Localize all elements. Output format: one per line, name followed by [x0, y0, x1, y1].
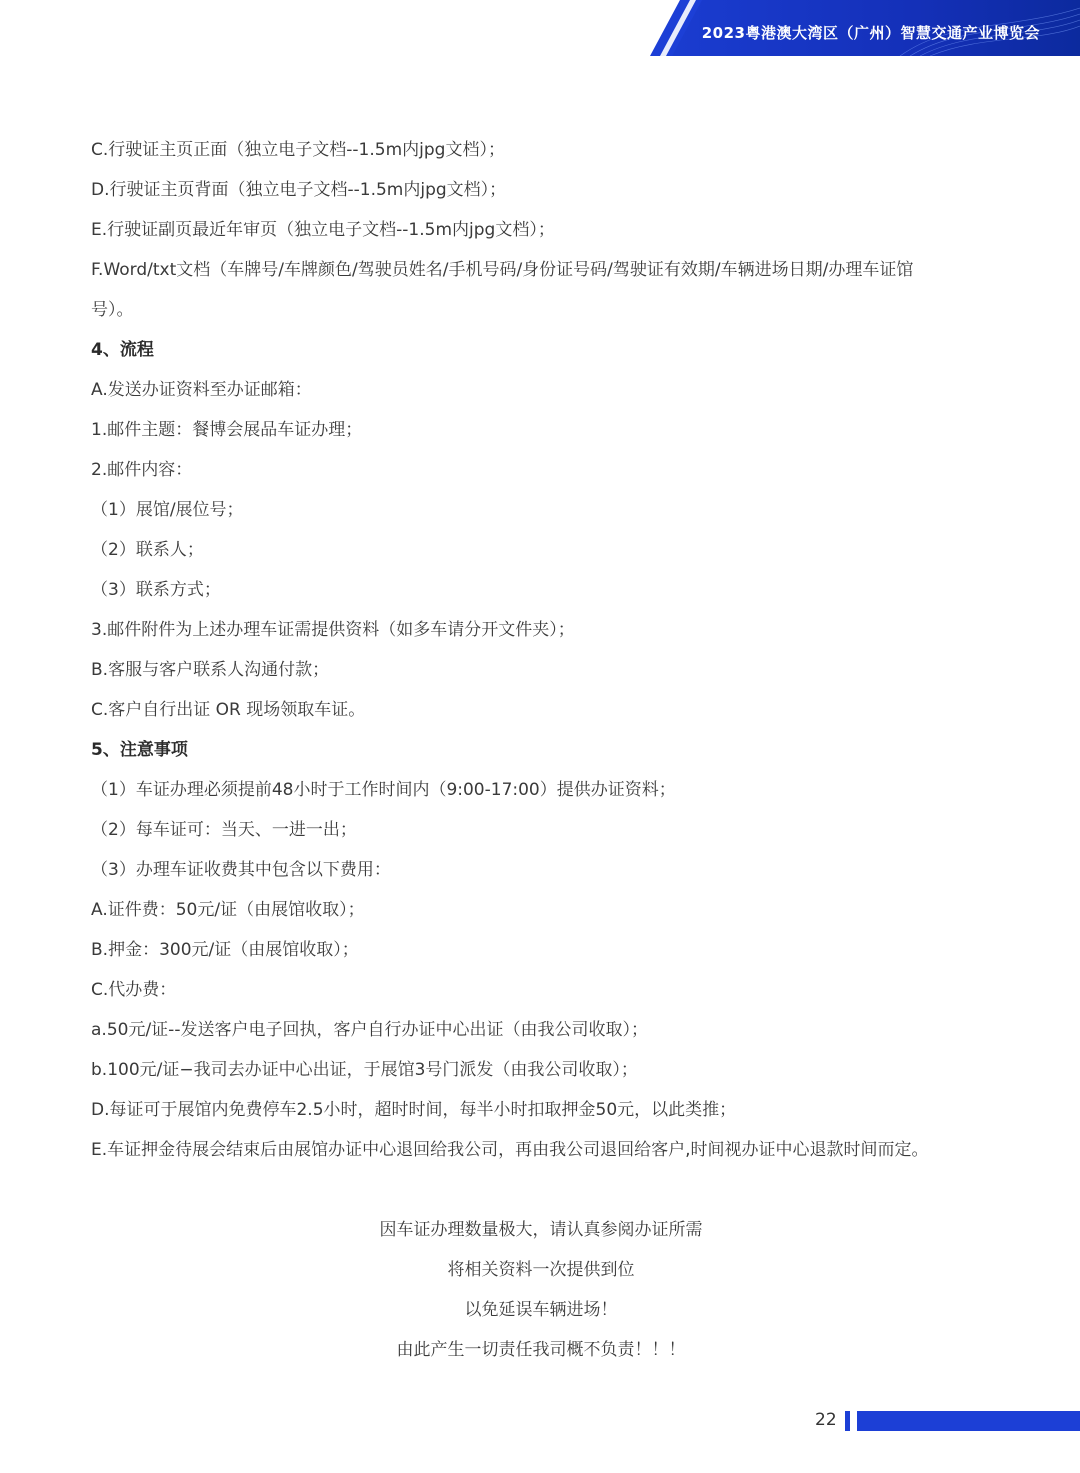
page-content: [91, 130, 1011, 1370]
text-line: 3.邮件附件为上述办理车证需提供资料（如多车请分开文件夹）；: [91, 620, 575, 640]
text-line: C.行驶证主页正面（独立电子文档--1.5m内jpg文档）；: [91, 140, 505, 160]
text-line: （1）展馆/展位号；: [91, 500, 244, 520]
text-line: D.行驶证主页背面（独立电子文档--1.5m内jpg文档）；: [91, 180, 507, 200]
notice-line: 以免延误车辆进场！: [464, 1300, 618, 1320]
text-line: b.100元/证−我司去办证中心出证，于展馆3号门派发（由我公司收取）；: [91, 1060, 638, 1080]
text-line: C.代办费：: [91, 980, 177, 1000]
notice-line: 由此产生一切责任我司概不负责！！！: [396, 1340, 686, 1360]
text-line: a.50元/证--发送客户电子回执，客户自行办证中心出证（由我公司收取）；: [91, 1020, 648, 1040]
footer-bar: [857, 1411, 1080, 1431]
text-line: （3）办理车证收费其中包含以下费用：: [91, 860, 391, 880]
text-line: A.证件费：50元/证（由展馆收取）；: [91, 900, 365, 920]
text-line: E.行驶证副页最近年审页（独立电子文档--1.5m内jpg文档）；: [91, 220, 555, 240]
text-line: C.客户自行出证 OR 现场领取车证。: [91, 700, 366, 720]
notice-line: 因车证办理数量极大，请认真参阅办证所需: [379, 1220, 703, 1240]
text-line: （2）联系人；: [91, 540, 204, 560]
header-banner: [650, 0, 1080, 56]
text-line: B.押金：300元/证（由展馆收取）；: [91, 940, 359, 960]
text-line: A.发送办证资料至办证邮箱：: [91, 380, 312, 400]
text-line: （3）联系方式；: [91, 580, 221, 600]
page-number: 22: [815, 1410, 837, 1430]
text-line: 号）。: [91, 300, 134, 320]
text-line: B.客服与客户联系人沟通付款；: [91, 660, 330, 680]
text-line: E.车证押金待展会结束后由展馆办证中心退回给我公司，再由我公司退回给客户,时间视办证中心退款时间而定。: [91, 1140, 929, 1160]
notice-line: 将相关资料一次提供到位: [447, 1260, 635, 1280]
spacer: [91, 1170, 1011, 1210]
exhibition-title: 2023粤港澳大湾区（广州）智慧交通产业博览会: [701, 24, 1040, 42]
text-line: （1）车证办理必须提前48小时于工作时间内（9:00-17:00）提供办证资料；: [91, 780, 676, 800]
text-line: D.每证可于展馆内免费停车2.5小时，超时时间，每半小时扣取押金50元，以此类推；: [91, 1100, 737, 1120]
text-line: （2）每车证可：当天、一进一出；: [91, 820, 357, 840]
section-heading-notes: 5、注意事项: [91, 740, 188, 760]
text-line: 1.邮件主题：餐博会展品车证办理；: [91, 420, 363, 440]
text-line: F.Word/txt文档（车牌号/车牌颜色/驾驶员姓名/手机号码/身份证号码/驾驶证有效期/车辆进场日期/办理车证馆: [91, 260, 914, 280]
text-line: 2.邮件内容：: [91, 460, 193, 480]
section-heading-process: 4、流程: [91, 340, 154, 360]
footer-tick: [845, 1411, 850, 1431]
